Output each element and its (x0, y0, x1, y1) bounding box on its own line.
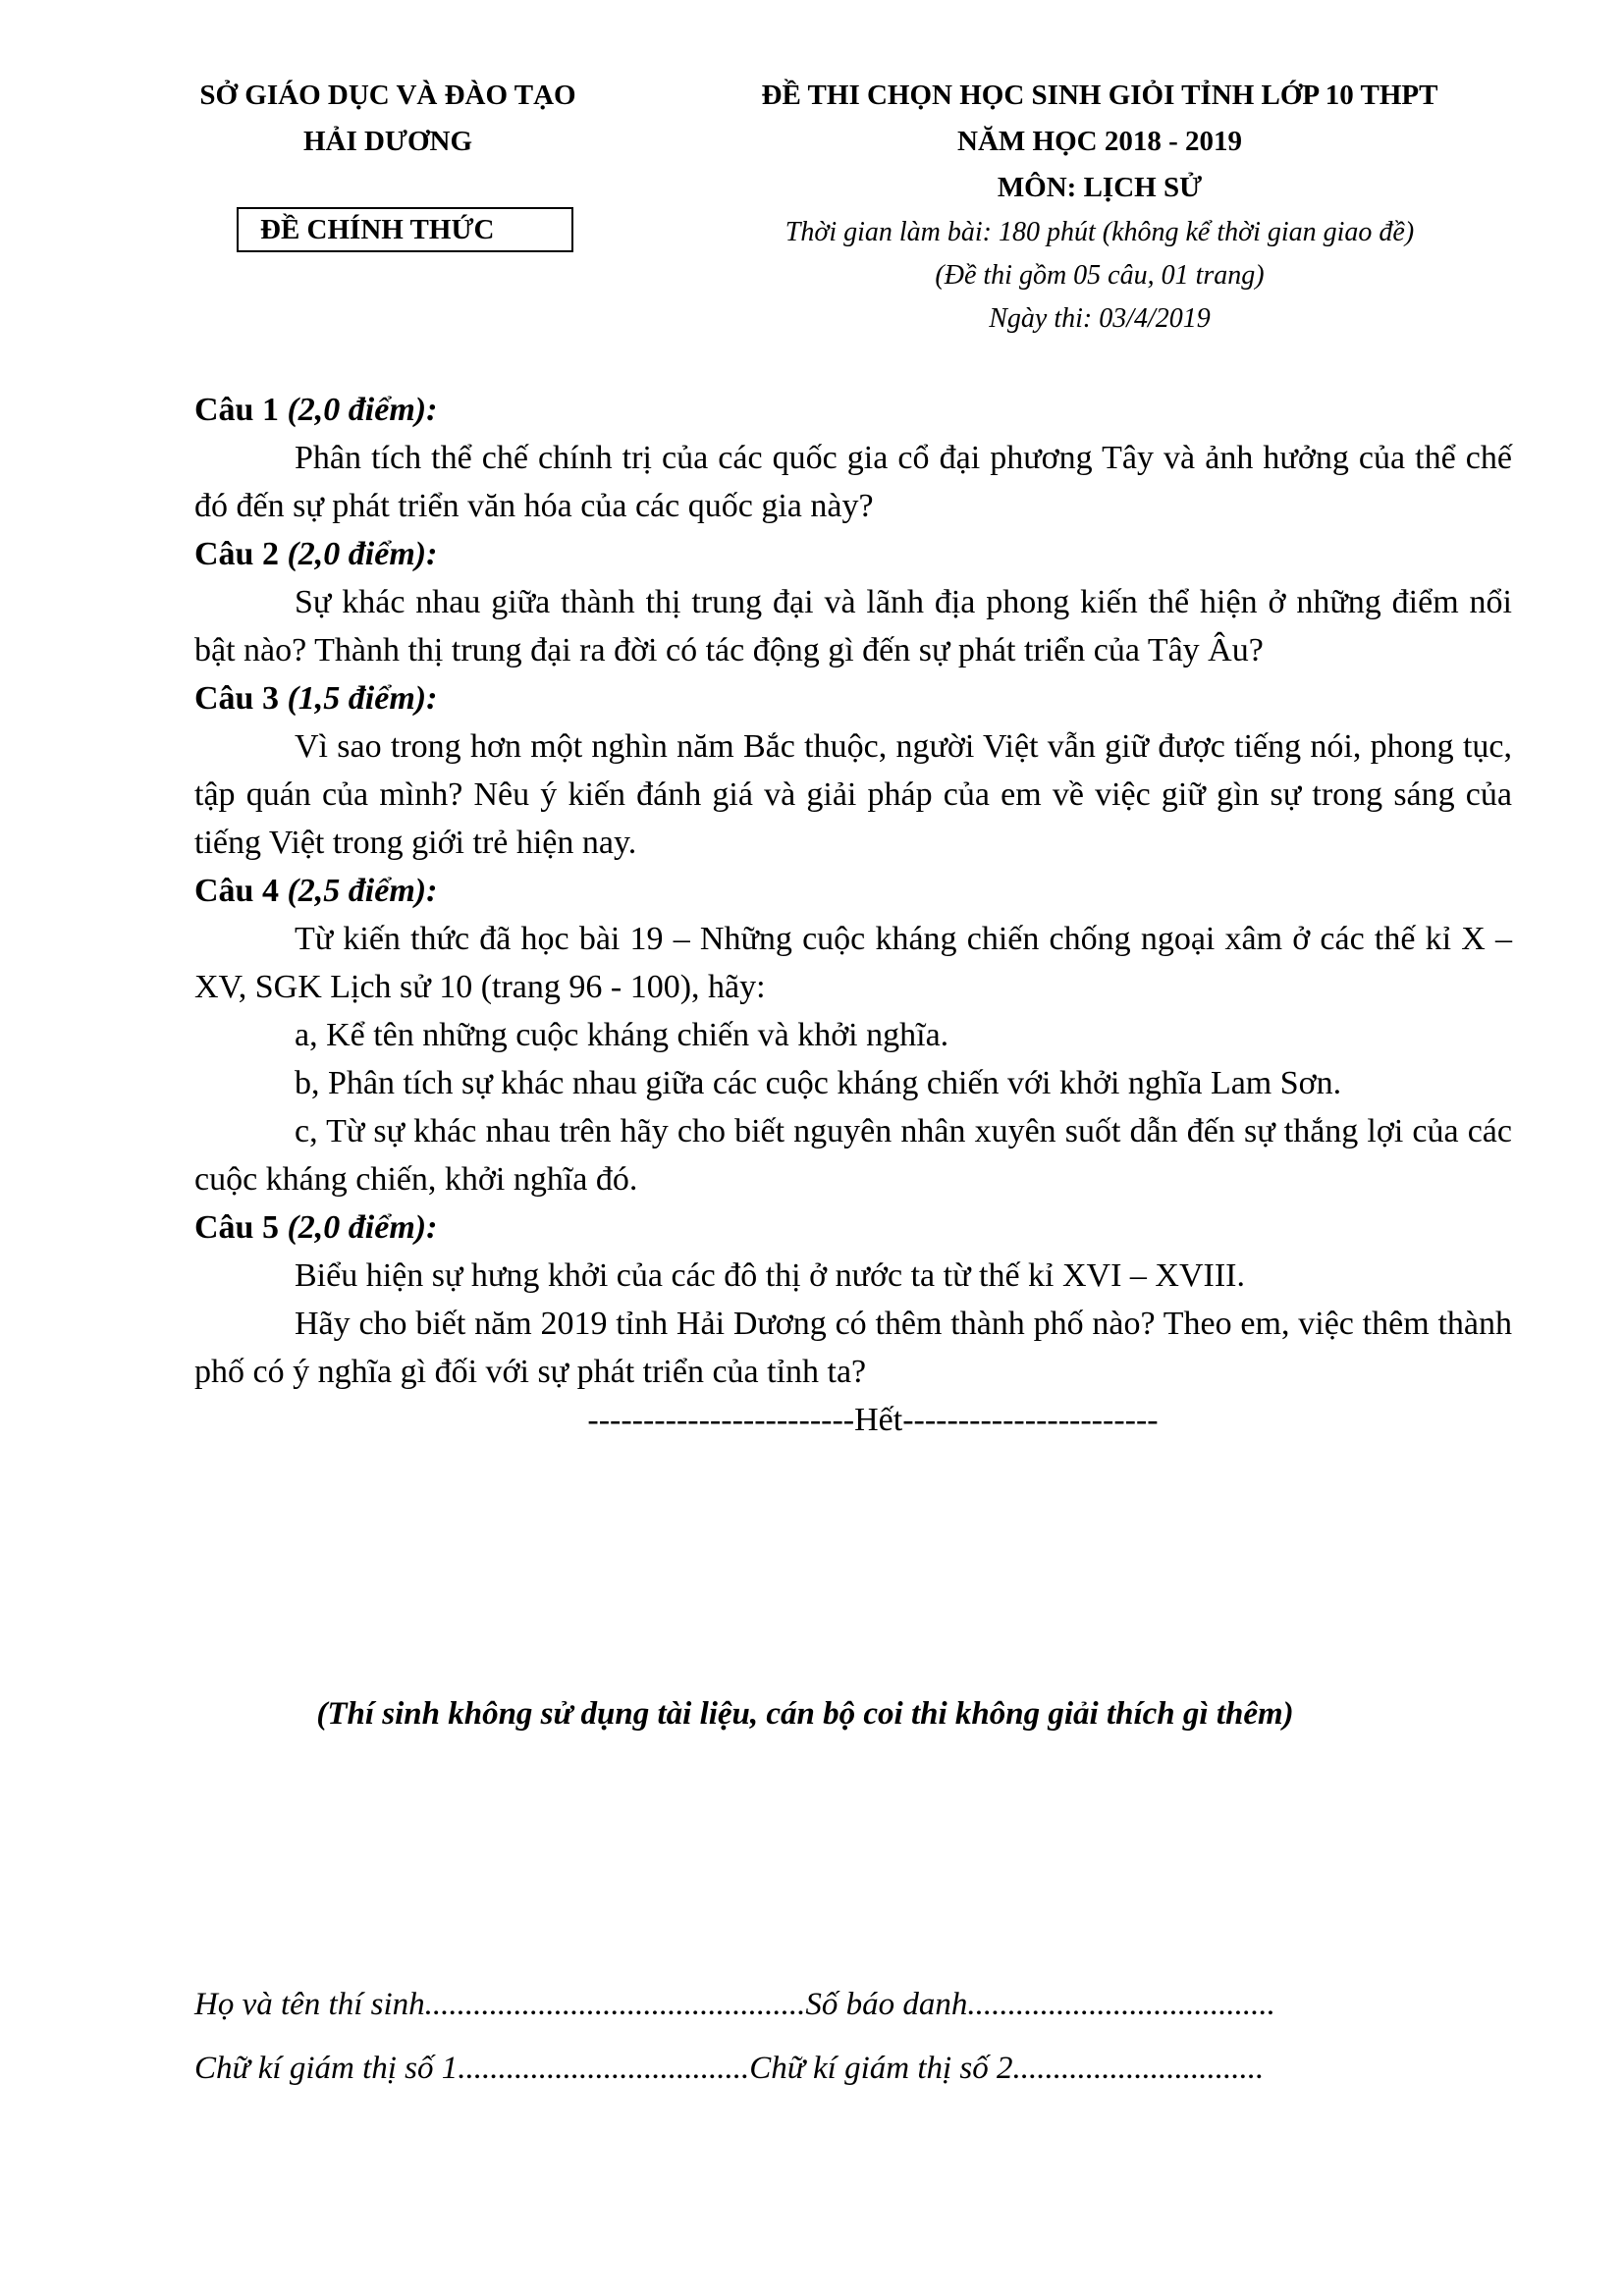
exam-date: Ngày thi: 03/4/2019 (989, 303, 1211, 334)
province-name: HẢI DƯƠNG (302, 126, 473, 157)
end-marker: ------------------------Hết----------------------- (587, 1402, 1159, 1438)
candidate-number-field: Số báo danh...................................... (805, 1987, 1275, 2022)
subject: MÔN: LỊCH SỬ (997, 172, 1203, 203)
question-text: Vì sao trong hơn một nghìn năm Bắc thuộc, người Việt vẫn giữ được tiếng nói, phong tục, tập quán của mình? Nêu ý kiến đánh giá và giải pháp của em về việc giữ gìn sự trong sáng của tiếng Việt trong giới trẻ hiện nay. (194, 728, 1512, 861)
question-label: Câu 3 (194, 680, 279, 717)
question-3 (194, 674, 1512, 867)
question-text: Hãy cho biết năm 2019 tỉnh Hải Dương có thêm thành phố nào? Theo em, việc thêm thành phố có ý nghĩa gì đối với sự phát triển của tỉnh ta? (194, 1306, 1512, 1390)
question-label: Câu 5 (194, 1209, 279, 1246)
question-text: Biểu hiện sự hưng khởi của các đô thị ở nước ta từ thế kỉ XVI – XVIII. (295, 1257, 1245, 1294)
school-year: NĂM HỌC 2018 - 2019 (957, 126, 1242, 157)
proctor-signature-line (194, 2045, 1549, 2092)
department-name: SỞ GIÁO DỤC VÀ ĐÀO TẠO (199, 80, 576, 111)
sub-question-b: b, Phân tích sự khác nhau giữa các cuộc kháng chiến với khởi nghĩa Lam Sơn. (295, 1065, 1342, 1101)
question-text: Phân tích thể chế chính trị của các quốc gia cổ đại phương Tây và ảnh hưởng của thể chế đó đến sự phát triển văn hóa của các quốc gia này? (194, 440, 1512, 524)
proctor-1-signature-field: Chữ kí giám thị số 1.................................... (194, 2051, 750, 2086)
question-1 (194, 386, 1512, 530)
question-points: (2,0 điểm): (287, 536, 438, 572)
proctor-2-signature-field: Chữ kí giám thị số 2............................... (749, 2051, 1265, 2086)
exam-title: ĐỀ THI CHỌN HỌC SINH GIỎI TỈNH LỚP 10 THPT (761, 80, 1438, 111)
question-points: (2,0 điểm): (287, 392, 438, 428)
header-right (628, 73, 1571, 341)
candidate-info-line (194, 1981, 1549, 2028)
sub-question-a: a, Kể tên những cuộc kháng chiến và khởi nghĩa. (295, 1017, 949, 1053)
question-5 (194, 1203, 1512, 1396)
sub-question-c: c, Từ sự khác nhau trên hãy cho biết nguyên nhân xuyên suốt dẫn đến sự thắng lợi của các cuộc kháng chiến, khởi nghĩa đó. (194, 1113, 1512, 1198)
question-label: Câu 4 (194, 873, 279, 909)
question-label: Câu 2 (194, 536, 279, 572)
page-info: (Đề thi gồm 05 câu, 01 trang) (935, 260, 1265, 291)
question-4 (194, 867, 1512, 1203)
question-label: Câu 1 (194, 392, 279, 428)
questions (194, 386, 1512, 1444)
question-2 (194, 530, 1512, 674)
official-exam-badge: ĐỀ CHÍNH THỨC (237, 207, 573, 252)
question-text: Sự khác nhau giữa thành thị trung đại và lãnh địa phong kiến thể hiện ở những điểm nổi bật nào? Thành thị trung đại ra đời có tác động gì đến sự phát triển của Tây Âu? (194, 584, 1512, 668)
candidate-name-field: Họ và tên thí sinh............................................... (194, 1987, 806, 2022)
question-points: (1,5 điểm): (287, 680, 438, 717)
question-points: (2,0 điểm): (287, 1209, 438, 1246)
question-text: Từ kiến thức đã học bài 19 – Những cuộc kháng chiến chống ngoại xâm ở các thế kỉ X – XV, SGK Lịch sử 10 (trang 96 - 100), hãy: (194, 921, 1512, 1005)
question-points: (2,5 điểm): (287, 873, 438, 909)
header-left (157, 73, 619, 165)
exam-duration: Thời gian làm bài: 180 phút (không kể thời gian giao đề) (784, 217, 1415, 247)
exam-note: (Thí sinh không sử dụng tài liệu, cán bộ coi thi không giải thích gì thêm) (316, 1696, 1294, 1732)
